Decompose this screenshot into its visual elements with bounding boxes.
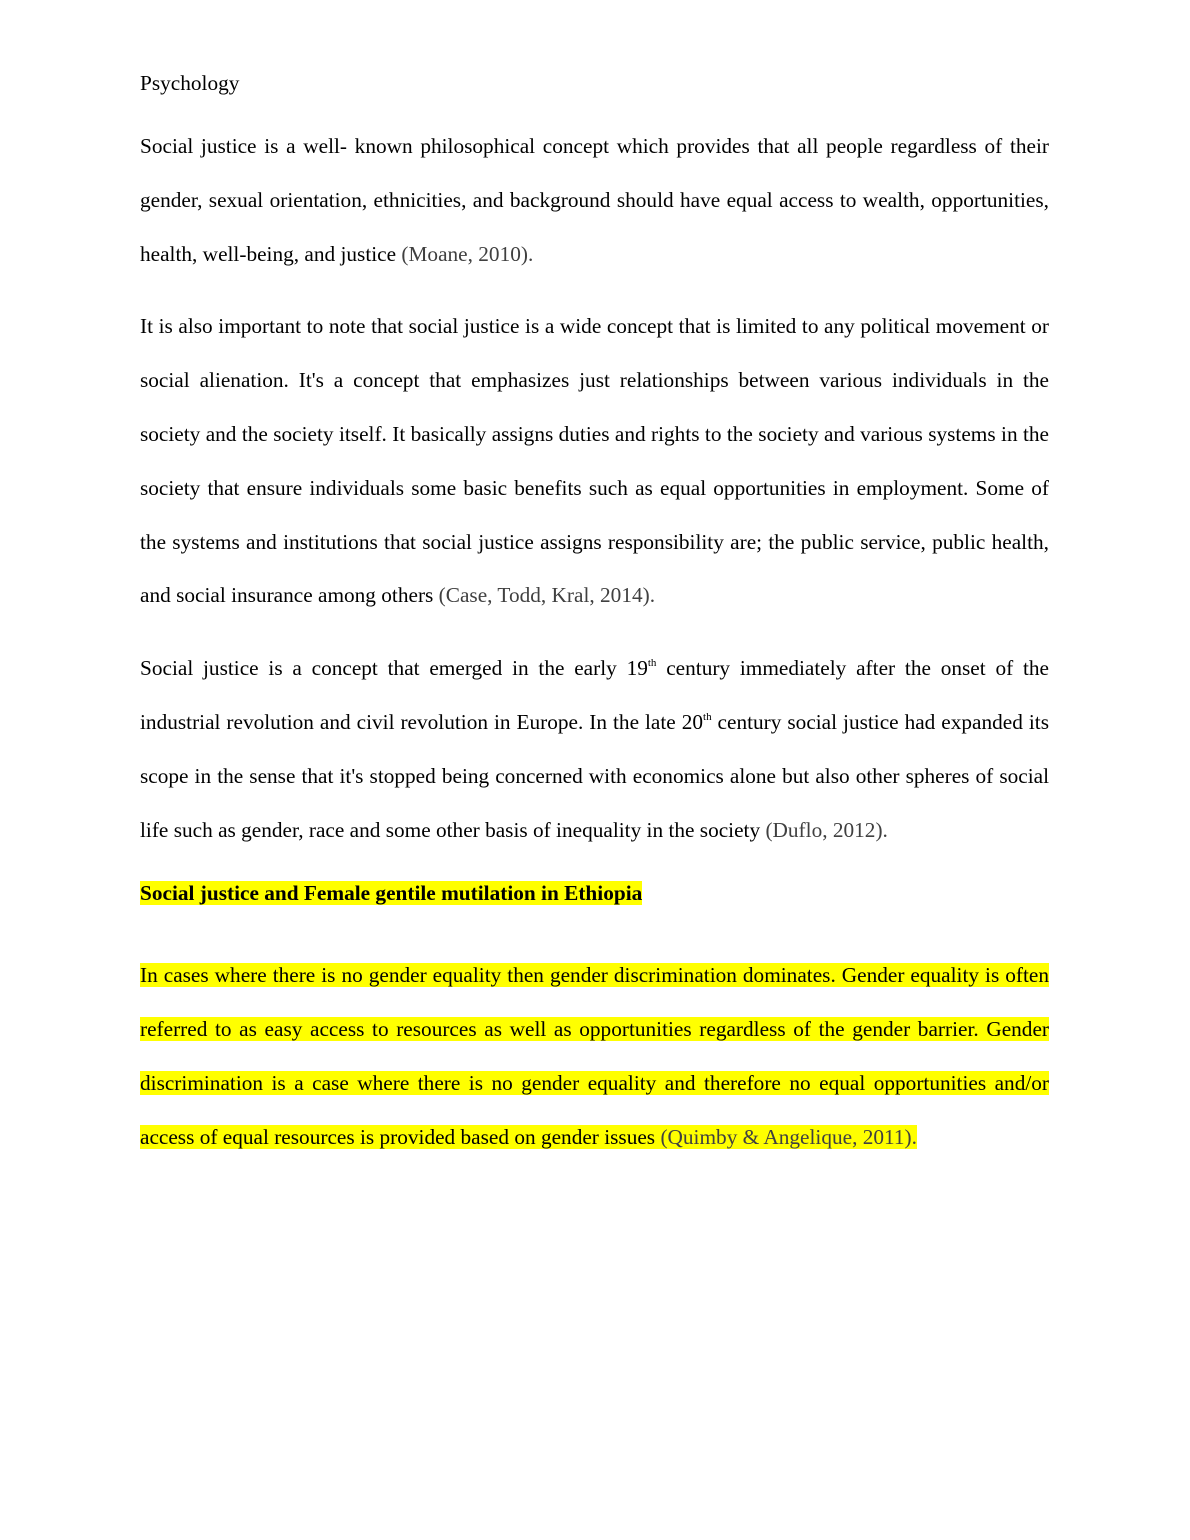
- paragraph-scope: [140, 300, 1049, 623]
- citation-moane: (Moane, 2010).: [401, 241, 534, 266]
- document-page: [140, 66, 1049, 1184]
- paragraph-history: [140, 642, 1049, 857]
- citation-case-todd-kral: (Case, Todd, Kral, 2014).: [438, 583, 656, 608]
- paragraph-history-text-1: Social justice is a concept that emerged in the early 19: [140, 656, 648, 681]
- paragraph-definition-text: Social justice is a well- known philosophical concept which provides that all people regardless of their gender, sexual orientation, ethnicities, and background should have equal access to wealth, opportunities, health, well-being, and justice: [140, 134, 1049, 266]
- paragraph-gender-equality: [140, 949, 1049, 1164]
- paragraph-gender-equality-body: In cases where there is no gender equality then gender discrimination dominates. Gender equality is often referred to as easy access to resources as well as opportunities regardless of the gender barrier. Gender discrimination is a case where there is no gender equality and therefore no equal opportunities and/or access of equal resources is provided based on gender issues: [140, 963, 1049, 1149]
- superscript-th-1: th: [647, 657, 657, 670]
- paragraph-history-text-3: century social justice had expanded its scope in the sense that it's stopped being concerned with economics alone but also other spheres of social life such as gender, race and some other basis of inequality in the society: [140, 709, 1049, 842]
- section-heading-text: Social justice and Female gentile mutilation in Ethiopia: [140, 881, 643, 906]
- paragraph-gender-equality-text: [140, 963, 1049, 1148]
- section-heading: [140, 876, 1049, 910]
- paragraph-history-text-2: century immediately after the onset of the industrial revolution and civil revolution in Europe. In the late 20: [140, 656, 1049, 734]
- paragraph-definition: [140, 120, 1049, 281]
- paragraph-scope-text: It is also important to note that social justice is a wide concept that is limited to any political movement or social alienation. It's a concept that emphasizes just relationships between various individuals in the society and the society itself. It basically assigns duties and rights to the society and various systems in the society that ensure individuals some basic benefits such as equal opportunities in employment. Some of the systems and institutions that social justice assigns responsibility are; the public service, public health, and social insurance among others: [140, 314, 1049, 608]
- superscript-th-2: th: [703, 710, 712, 723]
- citation-quimby-angelique: (Quimby & Angelique, 2011).: [660, 1124, 917, 1149]
- subject-header: Psychology: [140, 71, 240, 95]
- citation-duflo: (Duflo, 2012).: [765, 817, 888, 842]
